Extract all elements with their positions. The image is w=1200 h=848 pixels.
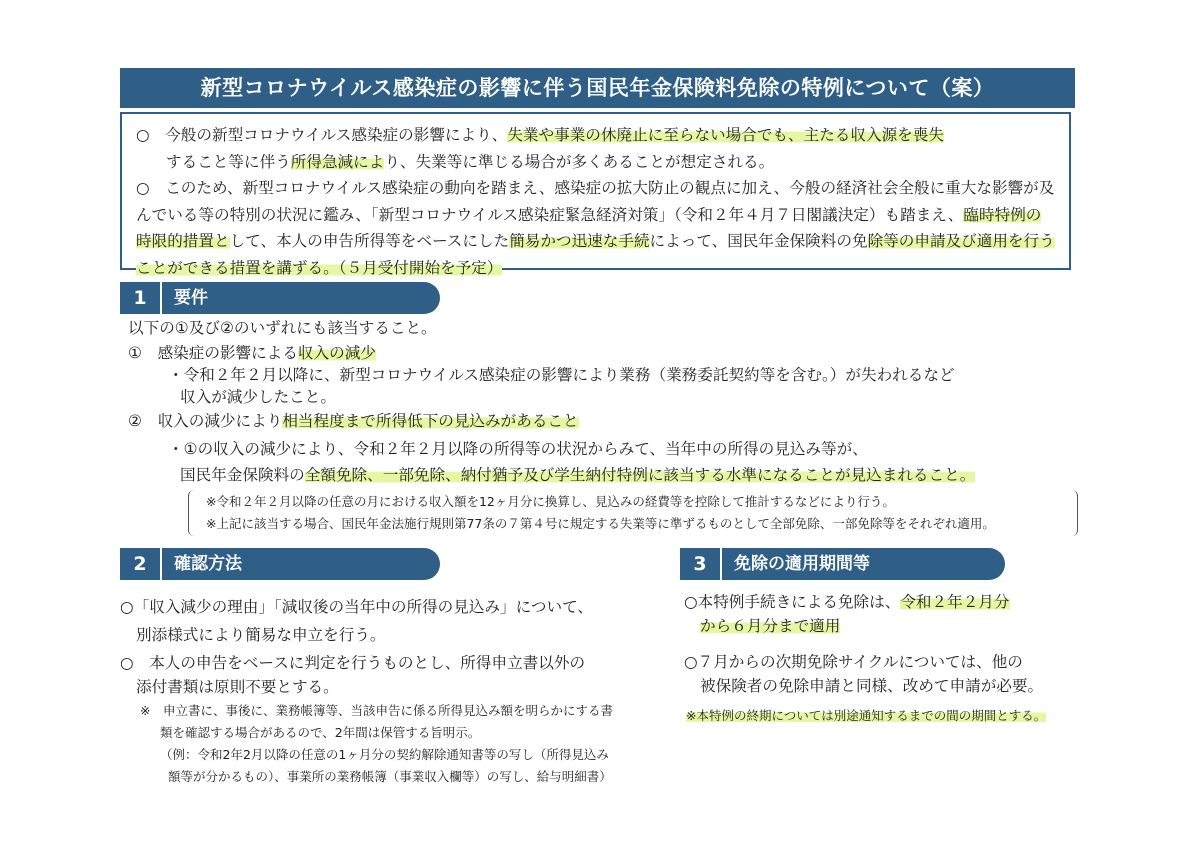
section-2-line-4: 添付書類は原則不要とする。 — [136, 678, 339, 696]
section-1-number: 1 — [120, 282, 162, 314]
section-2-note-3: （例：令和2年2月以降の任意の1ヶ月分の契約解除通知書等の写し（所得見込み — [160, 747, 609, 762]
condition-1-detail-2: 収入が減少したこと。 — [180, 388, 336, 406]
section-1-note-2: ※上記に該当する場合、国民年金法施行規則第77条の７第４号に規定する失業等に準ずるものとして全部免除、一部免除等をそれぞれ適用。 — [206, 516, 995, 531]
section-2-line-1: ○「収入減少の理由」「減収後の当年中の所得の見込み」について、 — [120, 598, 593, 616]
intro-highlight-3: 臨時特例の時限的措置と — [136, 205, 1042, 250]
intro-paragraph-1: ○ 今般の新型コロナウイルス感染症の影響により、失業や事業の休廃止に至らない場合でも、主たる収入源を喪失 すること等に伴う所得急減により、失業等に準じる場合が多くあることが想定される。 — [136, 126, 944, 171]
section-2-title: 確認方法 — [174, 554, 242, 574]
section-2-note-1: ※ 申立書に、事後に、業務帳簿等、当該申告に係る所得見込み額を明らかにする書 — [140, 703, 613, 718]
section-3-line-2: から６月分まで適用 — [700, 617, 841, 635]
condition-1-detail: ・令和２年２月以降に、新型コロナウイルス感染症の影響により業務（業務委託契約等を含む。）が失われるなど — [168, 366, 955, 384]
section-1-note-1: ※令和２年２月以降の任意の月における収入額を12ヶ月分に換算し、見込みの経費等を控除して推計するなどにより行う。 — [206, 494, 895, 509]
section-1-header — [120, 282, 440, 314]
section-3-title: 免除の適用期間等 — [734, 554, 870, 574]
intro-highlight-5: 除等の申請及び適用を行うことができる措置を講ずる。（５月受付開始を予定） — [136, 232, 1055, 277]
section-3-line-1: ○本特例手続きによる免除は、令和２年２月分 — [684, 593, 1010, 611]
intro-highlight-2: 所得急減によ — [290, 152, 385, 171]
condition-2-detail: ・①の収入の減少により、令和２年２月以降の所得等の状況からみて、当年中の所得の見込み等が、 — [168, 440, 868, 458]
condition-2: ② 収入の減少により相当程度まで所得低下の見込みがあること — [128, 412, 579, 430]
intro-paragraph-2: ○ このため、新型コロナウイルス感染症の動向を踏まえ、感染症の拡大防止の観点に加え、今般の経済社会全般に重大な影響が及んでいる等の特別の状況に鑑み、「新型コロナウイルス感染症緊急経済対策」（令和２年４月７日閣議決定）も踏まえ、臨時特例の時限的措置として、本人の申告所得等をベースにした簡易かつ迅速な手続によって、国民年金保険料の免除等の申請及び適用を行うことができる措置を講ずる。（５月受付開始を予定） — [136, 179, 1055, 277]
page-title: 新型コロナウイルス感染症の影響に伴う国民年金保険料免除の特例について（案） — [120, 68, 1075, 108]
section-2-header — [120, 548, 440, 580]
section-2-note-4: 額等が分かるもの）、事業所の業務帳簿（事業収入欄等）の写し、給与明細書） — [168, 769, 612, 784]
section-1-lead: 以下の①及び②のいずれにも該当すること。 — [128, 319, 437, 337]
intro-highlight-4: 簡易かつ迅速な手続 — [509, 232, 650, 250]
section-2-line-3: ○ 本人の申告をベースに判定を行うものとし、所得申立書以外の — [120, 654, 586, 672]
section-3-header — [680, 548, 1005, 580]
intro-highlight-1: 失業や事業の休廃止に至らない場合でも、主たる収入源を喪失 — [507, 126, 944, 144]
intro-box — [120, 112, 1071, 277]
section-3-line-4: 被保険者の免除申請と同様、改めて申請が必要。 — [700, 677, 1044, 695]
section-1-title: 要件 — [174, 288, 208, 308]
section-2-note-2: 類を確認する場合があるので、2年間は保管する旨明示。 — [160, 725, 481, 740]
condition-1: ① 感染症の影響による収入の減少 — [128, 344, 376, 362]
section-2-number: 2 — [120, 548, 162, 580]
condition-2-detail-2: 国民年金保険料の全額免除、一部免除、納付猶予及び学生納付特例に該当する水準になることが見込まれること。 — [180, 466, 976, 484]
section-2-line-2: 別添様式により簡易な申立を行う。 — [136, 626, 386, 644]
section-3-number: 3 — [680, 548, 722, 580]
section-3-note: ※本特例の終期については別途通知するまでの間の期間とする。 — [686, 708, 1047, 723]
section-3-line-3: ○７月からの次期免除サイクルについては、他の — [684, 653, 1023, 671]
